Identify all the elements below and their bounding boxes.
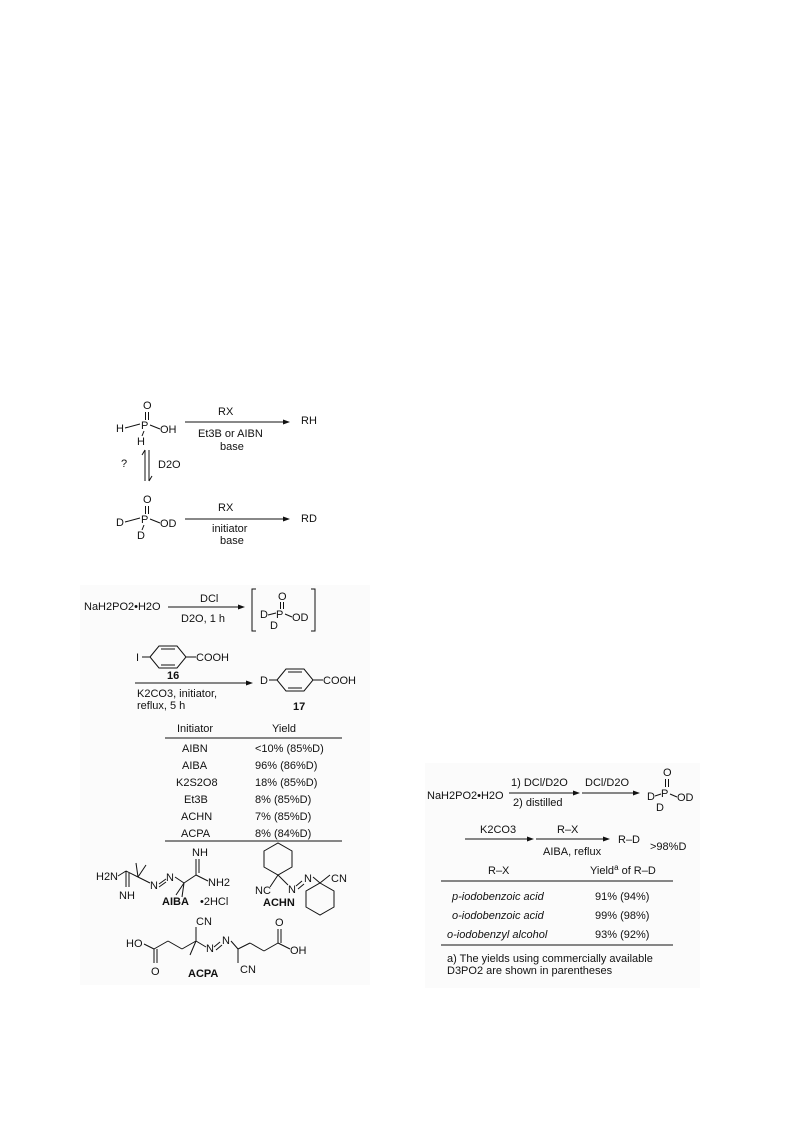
acid-h-below: H — [137, 436, 145, 448]
table-yield: 96% (86%D) — [255, 760, 318, 772]
exchange-equilibrium — [121, 450, 181, 481]
acpa-label: ACPA — [188, 968, 219, 980]
table-initiator: ACPA — [181, 828, 211, 840]
scheme-deuteration-concept — [100, 395, 340, 555]
achn-cn: CN — [331, 873, 347, 885]
s3-product-d-left: D — [647, 791, 655, 803]
hypophosphorous-acid — [116, 400, 177, 448]
bottom-reaction-arrow — [185, 502, 290, 547]
dacid-o: O — [143, 494, 152, 506]
table-initiator: AIBN — [182, 743, 208, 755]
aiba-nh2: NH2 — [208, 877, 231, 889]
acpa-cn-top: CN — [196, 916, 212, 928]
s3-footnote-2: D3PO2 are shown in parentheses — [447, 965, 613, 977]
acpa-n1: N — [206, 943, 214, 955]
top-product-rh: RH — [301, 415, 317, 427]
exchange-question: ? — [121, 458, 128, 470]
s3-header-rx: R–X — [488, 865, 510, 877]
aiba-n1: N — [150, 880, 158, 892]
s3-product-p: P — [661, 788, 669, 800]
bracket-d-below: D — [270, 620, 278, 632]
s3-step1-below: 2) distilled — [513, 797, 563, 809]
table-initiator: AIBA — [182, 760, 208, 772]
s3-product-o: O — [663, 767, 672, 779]
dacid-d-left: D — [116, 517, 124, 529]
acid-h-left: H — [116, 423, 124, 435]
bracket-od: OD — [292, 612, 309, 624]
acpa-o-left: O — [151, 966, 160, 978]
top-reaction-arrow — [185, 406, 290, 453]
top-arrow-conditions: Et3B or AIBN — [198, 428, 263, 440]
acpa-cn-bottom: CN — [240, 964, 256, 976]
exchange-d2o: D2O — [158, 459, 181, 471]
bracket-p: P — [276, 609, 284, 621]
table-yield: 18% (85%D) — [255, 777, 318, 789]
bottom-arrow-initiator: initiator — [212, 523, 248, 535]
top-arrow-rx: RX — [218, 406, 234, 418]
acpa-n2: N — [222, 935, 230, 947]
start-material: NaH2PO2•H2O — [84, 601, 161, 613]
s3-product-od: OD — [677, 792, 694, 804]
step2-conditions-1: K2CO3, initiator, — [137, 688, 218, 700]
achn-n1: N — [288, 884, 296, 896]
acid-p: P — [141, 420, 149, 432]
bracket-o: O — [278, 591, 287, 603]
product-deuterium: D — [260, 675, 268, 687]
aiba-n2: N — [166, 872, 174, 884]
step1-conditions: D2O, 1 h — [181, 613, 226, 625]
bottom-product-rd: RD — [301, 513, 317, 525]
s3-k2co3: K2CO3 — [480, 824, 517, 836]
s3-substrate: o-iodobenzyl alcohol — [447, 929, 548, 941]
table-initiator: Et3B — [184, 794, 208, 806]
dacid-od: OD — [160, 518, 177, 530]
table-yield: 8% (85%D) — [255, 794, 312, 806]
aiba-h2n: H2N — [96, 871, 119, 883]
acid-o: O — [143, 400, 152, 412]
table-yield: 8% (84%D) — [255, 828, 312, 840]
aiba-nh-left: NH — [119, 890, 135, 902]
dacid-p: P — [141, 514, 149, 526]
product-cooh: COOH — [323, 675, 356, 687]
top-arrow-base: base — [220, 441, 244, 453]
step1-dcl: DCl — [200, 593, 219, 605]
substrate-number: 16 — [167, 670, 180, 682]
acid-oh: OH — [160, 424, 177, 436]
aiba-label: AIBA — [162, 896, 189, 908]
step2-conditions-2: reflux, 5 h — [137, 700, 186, 712]
scheme-aiba-deuteration — [425, 763, 700, 988]
acpa-oh: OH — [290, 945, 307, 957]
substrate-cooh: COOH — [196, 652, 229, 664]
s3-header-of: of R–D — [618, 865, 656, 877]
s3-yield: 93% (92%) — [595, 929, 650, 941]
s3-header-yield: Yield — [590, 865, 615, 877]
s3-step2-above: DCl/D2O — [585, 777, 630, 789]
s3-yield: 99% (98%) — [595, 910, 650, 922]
table-header-initiator: Initiator — [177, 723, 214, 735]
substrate-iodine: I — [136, 652, 140, 664]
s3-product-d-below: D — [656, 802, 664, 814]
s3-substrate: p-iodobenzoic acid — [452, 891, 544, 903]
table-yield: <10% (85%D) — [255, 743, 324, 755]
svg-text:Yielda of R–D — [590, 863, 656, 877]
aiba-salt: •2HCl — [200, 896, 229, 908]
s3-rx: R–X — [557, 824, 579, 836]
achn-nc: NC — [255, 885, 271, 897]
s3-header-sup: a — [614, 863, 619, 872]
s3-start-material: NaH2PO2•H2O — [427, 790, 504, 802]
bracket-d-left: D — [260, 609, 268, 621]
s3-step1-above: 1) DCl/D2O — [511, 777, 568, 789]
s3-step3-below: AIBA, reflux — [543, 846, 602, 858]
dacid-d-below: D — [137, 530, 145, 542]
achn-n2: N — [304, 873, 312, 885]
table-yield: 7% (85%D) — [255, 811, 312, 823]
table-initiator: ACHN — [181, 811, 213, 823]
s3-deuteration: >98%D — [650, 841, 687, 853]
bottom-arrow-rx: RX — [218, 502, 234, 514]
achn-label: ACHN — [263, 897, 295, 909]
s3-rd: R–D — [618, 834, 641, 846]
s3-yield: 91% (94%) — [595, 891, 650, 903]
bottom-arrow-base: base — [220, 535, 244, 547]
product-number: 17 — [293, 701, 306, 713]
acpa-ho: HO — [126, 938, 143, 950]
table-header-yield: Yield — [272, 723, 297, 735]
scheme-initiator-screening — [80, 585, 370, 985]
s3-footnote-1: a) The yields using commercially available — [447, 953, 653, 965]
aiba-nh-top: NH — [192, 847, 208, 859]
s3-substrate: o-iodobenzoic acid — [452, 910, 544, 922]
deuterated-hypophosphorous-acid — [116, 494, 177, 542]
acpa-o-right: O — [275, 917, 284, 929]
table-initiator: K2S2O8 — [176, 777, 218, 789]
